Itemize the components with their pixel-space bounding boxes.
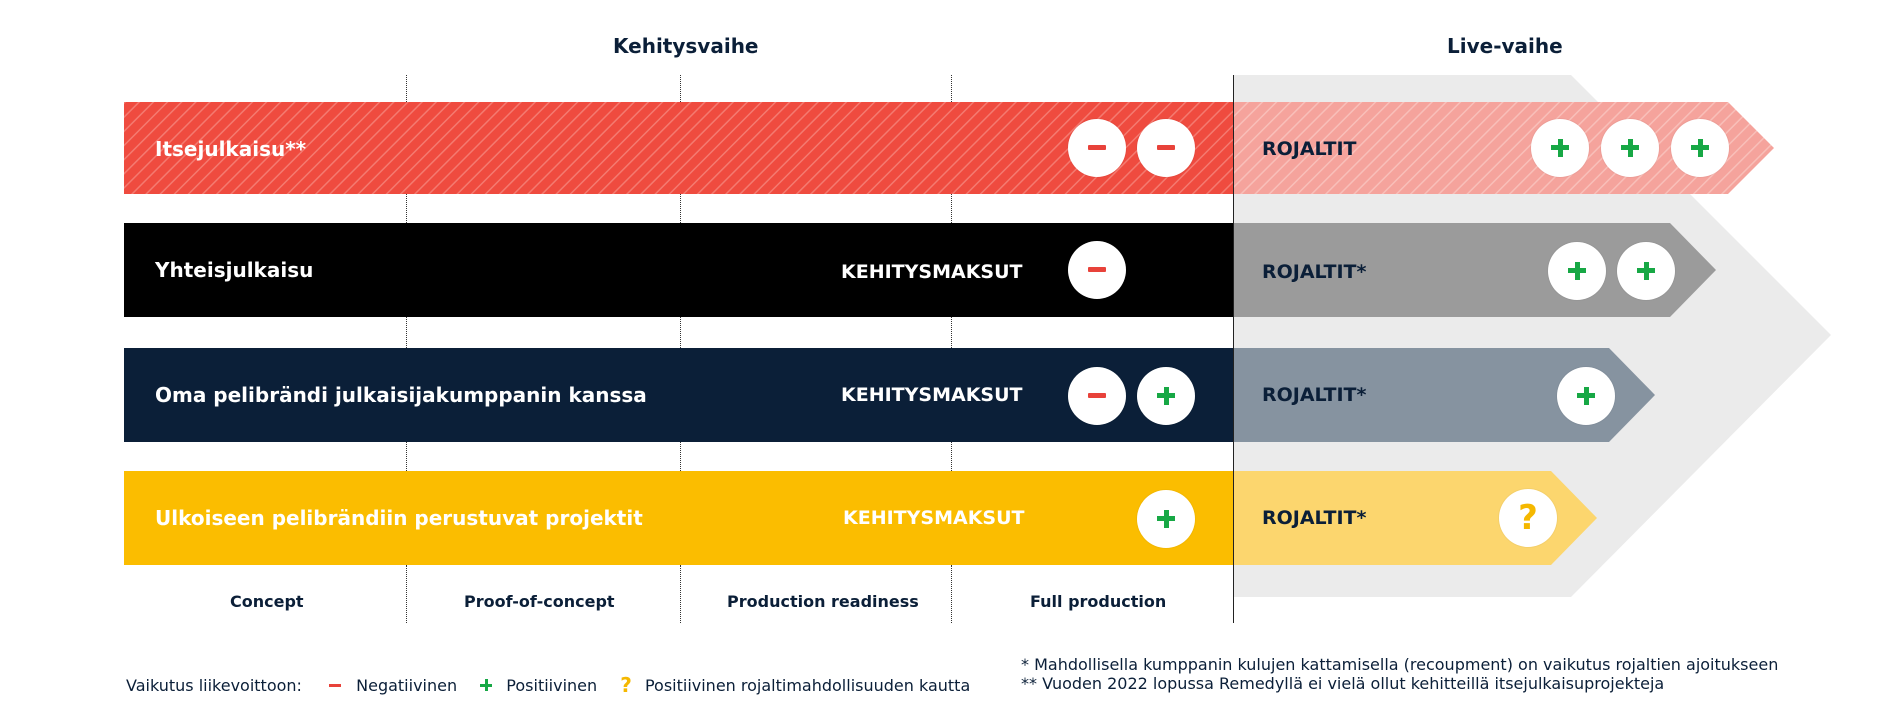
positive-impact-icon	[1137, 367, 1195, 425]
negative-impact-icon	[1068, 241, 1126, 299]
positive-impact-icon	[1671, 119, 1729, 177]
legend-negative: Negatiivinen	[356, 675, 458, 695]
stage-divider	[406, 194, 407, 223]
royalty-label: ROJALTIT	[1262, 138, 1357, 160]
positive-impact-icon	[1137, 490, 1195, 548]
stage-divider	[680, 75, 681, 102]
development-fee-label: KEHITYSMAKSUT	[841, 384, 1023, 406]
legend-royalty-potential: Positiivinen rojaltimahdollisuuden kautta	[644, 675, 971, 695]
legend-title: Vaikutus liikevoittoon:	[126, 675, 302, 695]
stage-label-proof-of-concept: Proof-of-concept	[464, 592, 615, 611]
phase-divider	[1233, 75, 1234, 623]
stage-divider	[680, 565, 681, 623]
development-fee-label: KEHITYSMAKSUT	[841, 261, 1023, 283]
negative-impact-icon	[1068, 367, 1126, 425]
row-label-self-publish: Itsejulkaisu**	[155, 137, 307, 161]
development-phase-title: Kehitysvaihe	[613, 34, 759, 58]
positive-impact-icon	[1548, 242, 1606, 300]
stage-divider	[406, 317, 407, 348]
row-label-co-publish: Yhteisjulkaisu	[155, 258, 314, 282]
live-phase-title: Live-vaihe	[1447, 34, 1563, 58]
stage-divider	[680, 442, 681, 471]
question-icon: ?	[620, 673, 632, 697]
royalty-label: ROJALTIT*	[1262, 384, 1367, 406]
positive-impact-icon	[1531, 119, 1589, 177]
stage-divider	[680, 317, 681, 348]
stage-divider	[951, 442, 952, 471]
row-label-external-brand: Ulkoiseen pelibrändiin perustuvat projektit	[155, 506, 643, 530]
positive-impact-icon	[1557, 367, 1615, 425]
question-impact-icon: ?	[1499, 489, 1557, 547]
stage-divider	[951, 565, 952, 623]
row-label-own-brand: Oma pelibrändi julkaisijakumppanin kanssa	[155, 383, 647, 407]
footnote-one-star: * Mahdollisella kumppanin kulujen kattamisella (recoupment) on vaikutus rojaltien ajoitukseen	[1021, 655, 1779, 674]
stage-divider	[951, 317, 952, 348]
stage-divider	[951, 75, 952, 102]
legend-positive: Positiivinen	[506, 675, 598, 695]
development-fee-label: KEHITYSMAKSUT	[843, 507, 1025, 529]
footnote-two-star: ** Vuoden 2022 lopussa Remedyllä ei vielä ollut kehitteillä itsejulkaisuprojekteja	[1021, 674, 1665, 693]
positive-impact-icon	[1601, 119, 1659, 177]
stage-divider	[406, 75, 407, 102]
stage-label-concept: Concept	[230, 592, 304, 611]
stage-divider	[406, 442, 407, 471]
legend	[126, 673, 970, 697]
negative-impact-icon	[1068, 119, 1126, 177]
minus-icon	[329, 684, 341, 687]
negative-impact-icon	[1137, 119, 1195, 177]
stage-divider	[951, 194, 952, 223]
stage-label-production-readiness: Production readiness	[727, 592, 919, 611]
royalty-label: ROJALTIT*	[1262, 261, 1367, 283]
positive-impact-icon	[1617, 242, 1675, 300]
stage-label-full-production: Full production	[1030, 592, 1167, 611]
stage-divider	[406, 565, 407, 623]
stage-divider	[680, 194, 681, 223]
royalty-label: ROJALTIT*	[1262, 507, 1367, 529]
plus-icon	[480, 679, 492, 691]
